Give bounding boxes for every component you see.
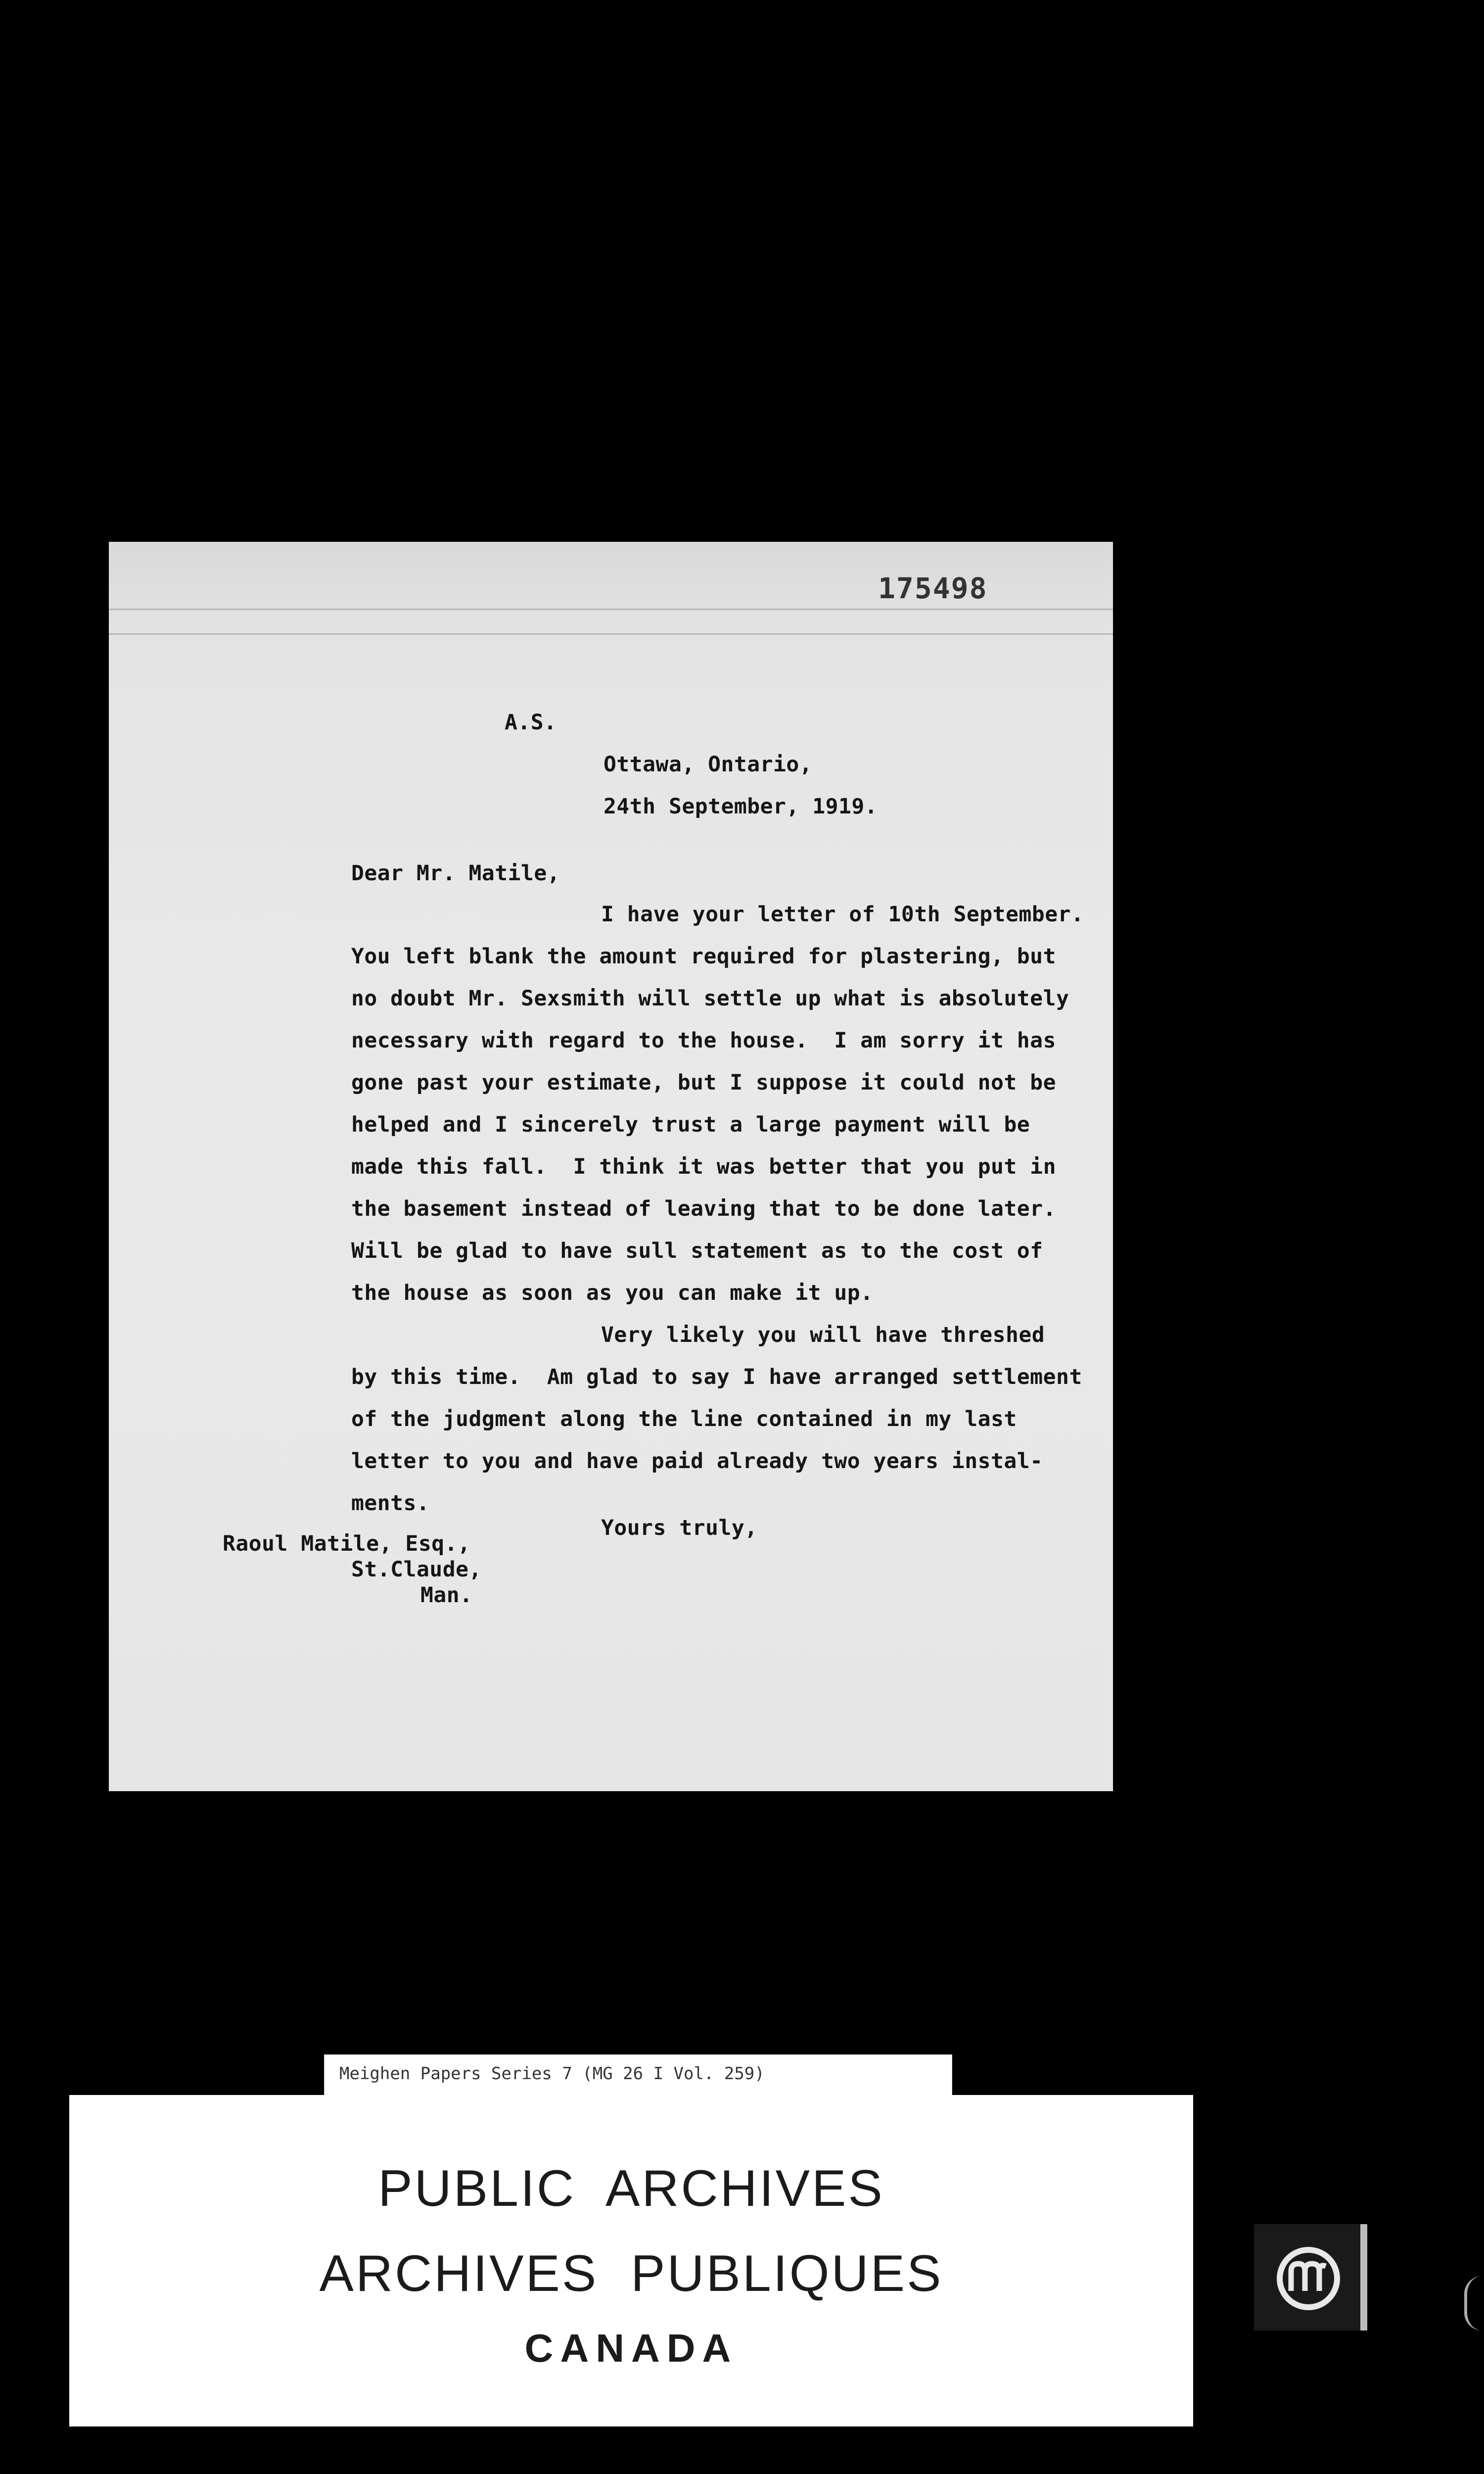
recipient-line: Man. xyxy=(420,1583,473,1608)
divider xyxy=(109,633,1113,635)
archives-logo-glyph xyxy=(1271,2244,1345,2313)
body-line: the house as soon as you can make it up. xyxy=(351,1281,874,1305)
archive-line-french: ARCHIVES PUBLIQUES xyxy=(319,2245,943,2302)
body-line: letter to you and have paid already two years instal- xyxy=(351,1449,1043,1474)
letter-date: 24th September, 1919. xyxy=(603,794,878,819)
salutation: Dear Mr. Matile, xyxy=(351,861,560,886)
document-number: 175498 xyxy=(878,571,988,605)
closing: Yours truly, xyxy=(601,1516,758,1540)
body-line: ments. xyxy=(351,1491,430,1516)
body-line: I have your letter of 10th September. xyxy=(601,902,1084,927)
archive-line-country: CANADA xyxy=(524,2326,738,2370)
body-line: by this time. Am glad to say I have arranged settlement xyxy=(351,1365,1082,1389)
body-line: made this fall. I think it was better that you put in xyxy=(351,1154,1056,1179)
body-line: helped and I sincerely trust a large payment will be xyxy=(351,1112,1030,1137)
initials: A.S. xyxy=(505,710,557,735)
body-line: Will be glad to have sull statement as to the cost of xyxy=(351,1238,1043,1263)
body-line: no doubt Mr. Sexsmith will settle up what is absolutely xyxy=(351,986,1069,1011)
divider xyxy=(109,609,1113,610)
body-line: necessary with regard to the house. I am sorry it has xyxy=(351,1028,1056,1053)
film-edge-mark xyxy=(1464,2276,1482,2331)
body-line: of the judgment along the line contained in my last xyxy=(351,1407,1017,1431)
archive-line-english: PUBLIC ARCHIVES xyxy=(378,2160,884,2217)
letter-page xyxy=(109,542,1113,1791)
archive-card xyxy=(69,2095,1193,2426)
series-text: Meighen Papers Series 7 (MG 26 I Vol. 259) xyxy=(339,2064,765,2084)
recipient-line: Raoul Matile, Esq., xyxy=(223,1531,471,1556)
body-line: gone past your estimate, but I suppose it could not be xyxy=(351,1070,1056,1095)
body-line: Very likely you will have threshed xyxy=(601,1323,1045,1347)
archives-logo-icon xyxy=(1254,2224,1367,2331)
letter-place: Ottawa, Ontario, xyxy=(603,752,813,777)
recipient-line: St.Claude, xyxy=(351,1557,482,1582)
body-line: You left blank the amount required for plastering, but xyxy=(351,944,1056,969)
body-line: the basement instead of leaving that to be done later. xyxy=(351,1196,1056,1221)
series-label xyxy=(324,2054,952,2096)
